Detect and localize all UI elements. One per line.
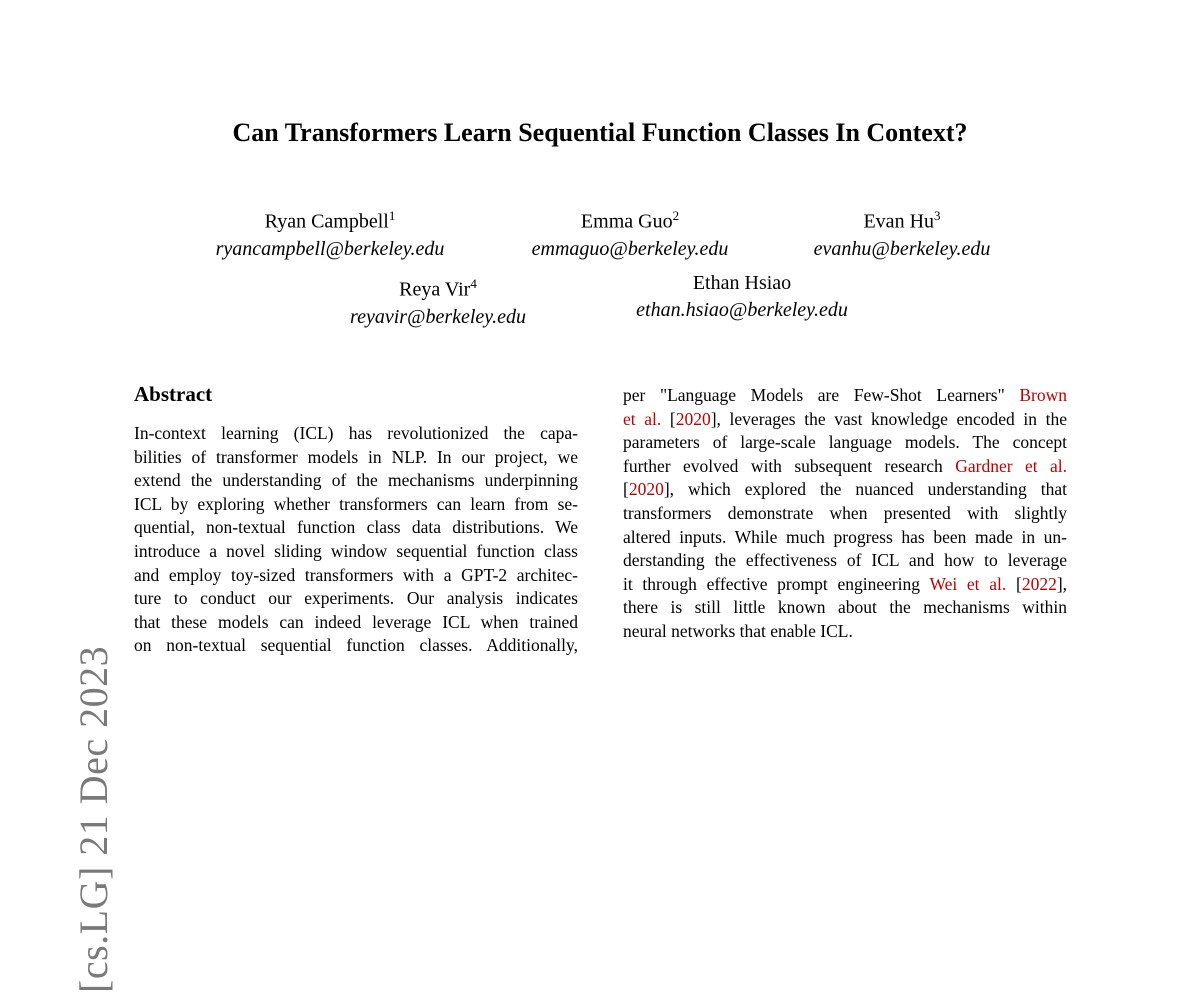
author-block bbox=[752, 202, 1052, 263]
author-block bbox=[480, 202, 780, 263]
citation-link[interactable]: 2020 bbox=[628, 479, 664, 500]
body-line: [2020], which explored the nuanced understanding that bbox=[623, 479, 1067, 500]
citation-link[interactable]: Wei et al. bbox=[929, 573, 1007, 594]
abstract-line: bilities of transformer models in NLP. In our project, we bbox=[134, 446, 578, 467]
body-line: derstanding the effectiveness of ICL and how to leverage bbox=[623, 550, 1067, 571]
body-line: et al. [2020], leverages the vast knowledge encoded in the bbox=[623, 408, 1068, 429]
author-name: Evan Hu$^3$ bbox=[863, 208, 941, 233]
author-email[interactable]: ryancampbell@berkeley.edu bbox=[215, 237, 445, 260]
citation-link[interactable]: 2020 bbox=[675, 408, 711, 429]
abstract-line: ICL by exploring whether transformers can learn from se- bbox=[134, 493, 578, 514]
abstract-line: and employ toy-sized transformers with a GPT-2 architec- bbox=[134, 564, 578, 585]
author-email[interactable]: evanhu@berkeley.edu bbox=[813, 237, 991, 260]
arxiv-stamp-text: [cs.LG] 21 Dec 2023 bbox=[71, 645, 116, 993]
body-line: neural networks that enable ICL. bbox=[623, 620, 853, 641]
abstract-line: ture to conduct our experiments. Our analysis indicates bbox=[134, 588, 578, 609]
body-line: per "Language Models are Few-Shot Learners" Brown bbox=[623, 385, 1067, 405]
abstract-line: that these models can indeed leverage ICL when trained bbox=[134, 611, 578, 632]
author-name: Ethan Hsiao bbox=[692, 272, 792, 294]
abstract-line: on non-textual sequential function classes. Additionally, bbox=[134, 635, 578, 656]
paper-title: Can Transformers Learn Sequential Function Classes In Context? bbox=[232, 118, 968, 147]
abstract-heading: Abstract bbox=[134, 382, 213, 406]
author-block bbox=[288, 270, 588, 331]
body-line: it through effective prompt engineering Wei et al. [2022], bbox=[623, 573, 1068, 594]
body-line: transformers demonstrate when presented with slightly bbox=[623, 502, 1067, 523]
citation-link[interactable]: et al. bbox=[623, 408, 662, 429]
body-line: altered inputs. While much progress has been made in un- bbox=[623, 526, 1067, 547]
abstract-body bbox=[134, 422, 578, 658]
author-block bbox=[592, 270, 892, 324]
author-name: Ryan Campbell$^1$ bbox=[264, 208, 396, 233]
right-column-body bbox=[623, 384, 1067, 644]
abstract-line: quential, non-textual function class data distributions. We bbox=[134, 517, 578, 538]
body-line: parameters of large-scale language models. The concept bbox=[623, 432, 1067, 453]
body-line: further evolved with subsequent research Gardner et al. bbox=[623, 455, 1067, 476]
abstract-line: introduce a novel sliding window sequential function class bbox=[134, 540, 578, 561]
citation-link[interactable]: 2022 bbox=[1021, 573, 1057, 594]
author-email[interactable]: emmaguo@berkeley.edu bbox=[531, 237, 729, 260]
body-line: there is still little known about the mechanisms within bbox=[623, 597, 1067, 618]
author-name: Reya Vir$^4$ bbox=[399, 276, 477, 301]
citation-link[interactable]: Brown bbox=[1019, 385, 1067, 405]
arxiv-stamp bbox=[22, 300, 116, 993]
abstract-line: In-context learning (ICL) has revolutionized the capa- bbox=[134, 423, 578, 443]
author-name: Emma Guo$^2$ bbox=[580, 208, 680, 233]
author-block bbox=[180, 202, 480, 263]
author-email[interactable]: ethan.hsiao@berkeley.edu bbox=[636, 299, 848, 321]
citation-link[interactable]: Gardner et al. bbox=[955, 455, 1067, 476]
abstract-line: extend the understanding of the mechanisms underpinning bbox=[134, 470, 578, 491]
author-email[interactable]: reyavir@berkeley.edu bbox=[350, 305, 526, 328]
